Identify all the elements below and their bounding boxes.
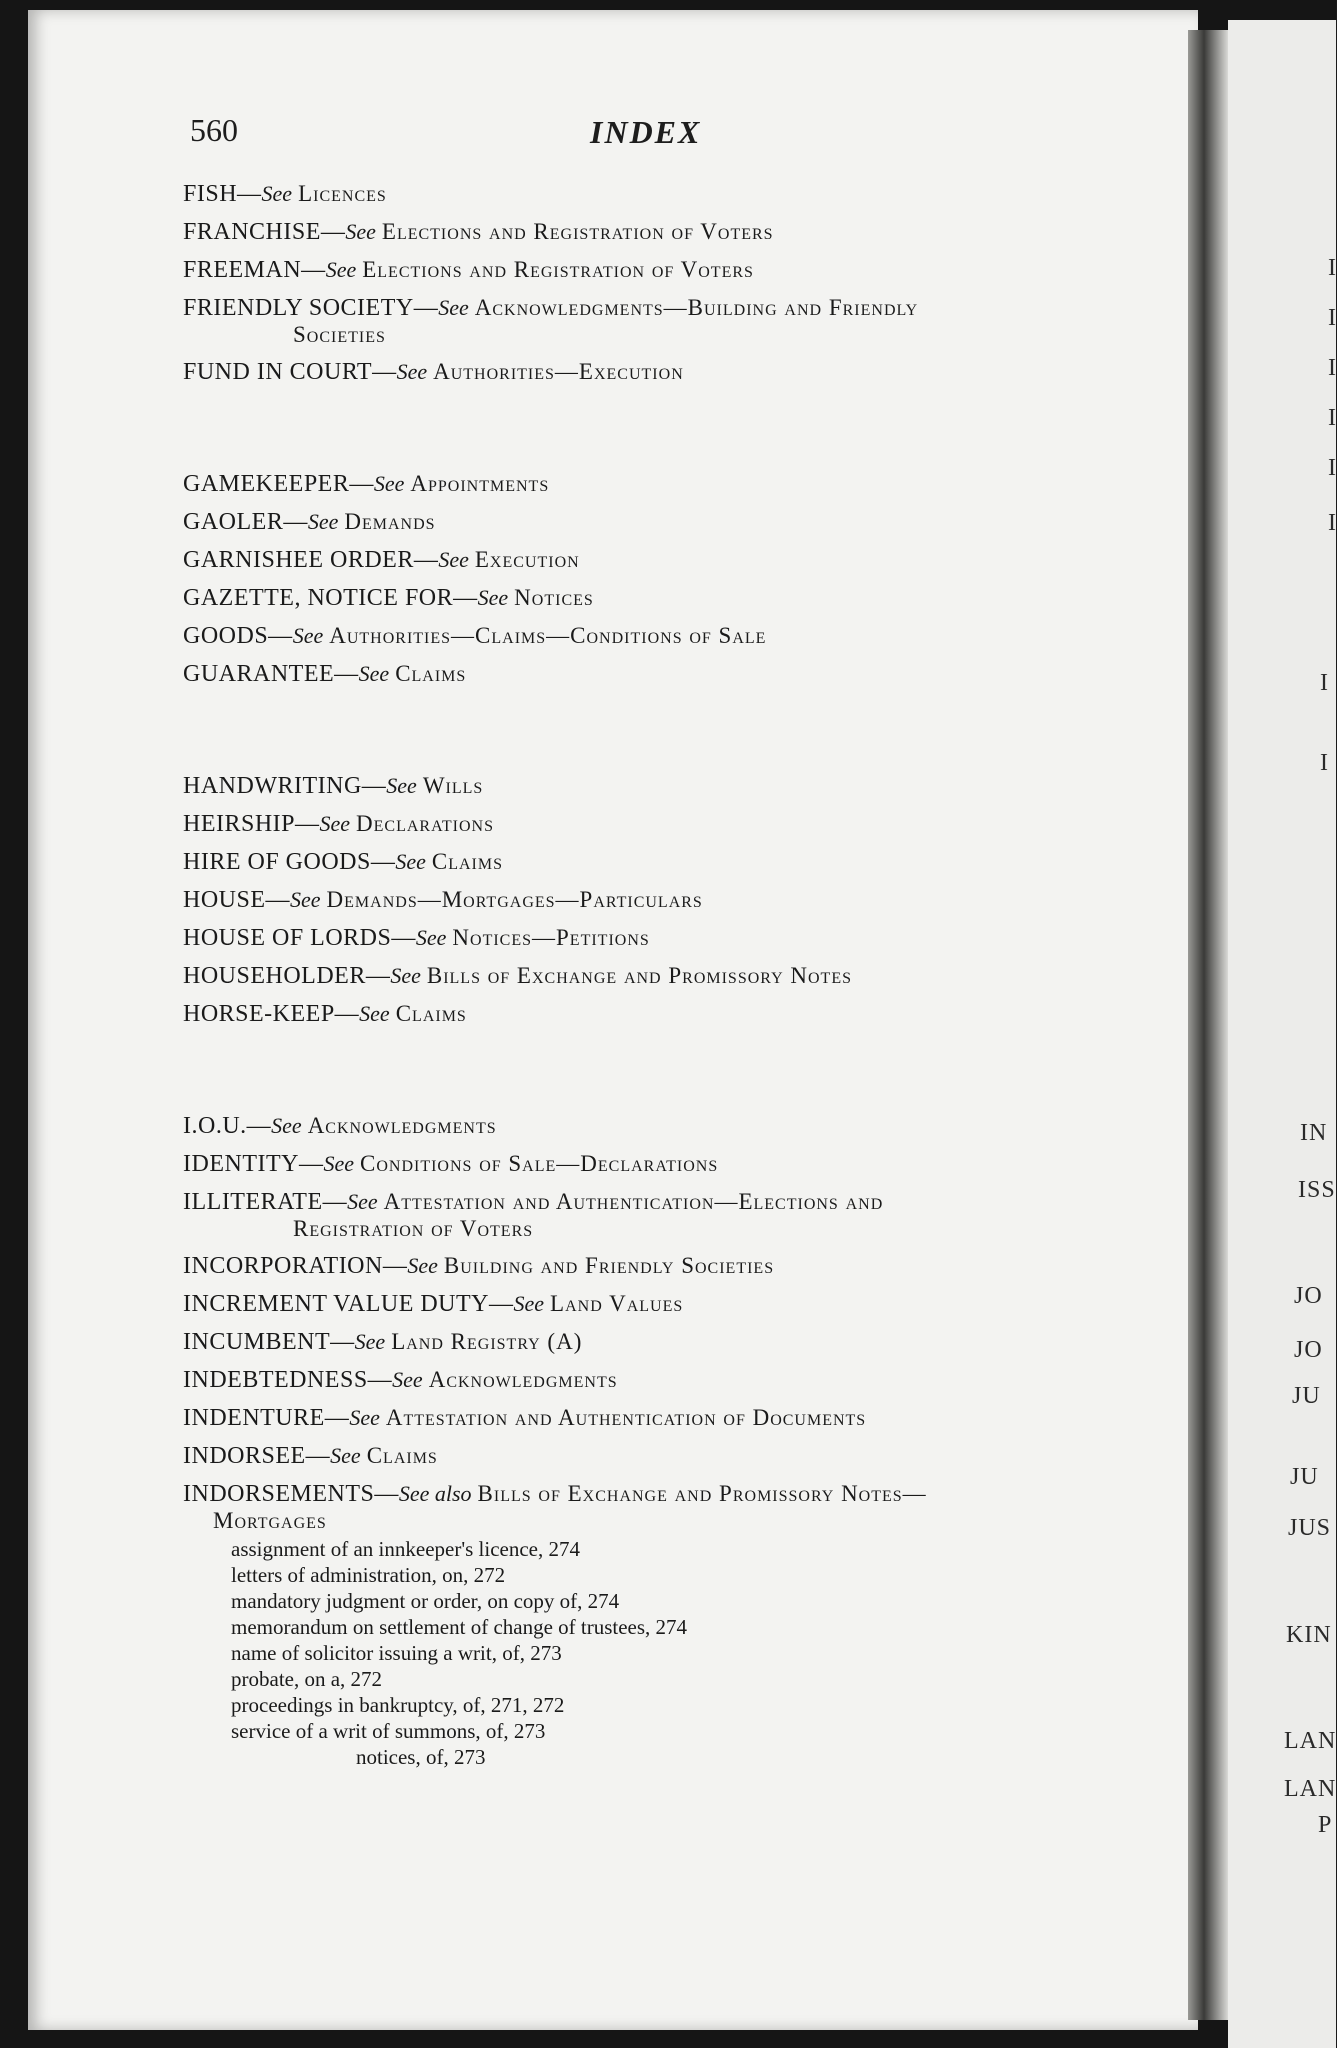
entry-headword: HANDWRITING— [183, 773, 387, 799]
facing-page-fragment: JUS [1288, 1515, 1332, 1541]
see-label: See [290, 887, 321, 912]
entry-references: Declarations [356, 811, 494, 836]
entry-headword: FUND IN COURT— [183, 359, 397, 385]
facing-page-fragment: JO [1294, 1283, 1323, 1309]
entry-headword: FRIENDLY SOCIETY— [183, 295, 439, 321]
see-label: See [347, 1189, 378, 1214]
see-label: See [395, 849, 426, 874]
see-label: See [323, 1151, 354, 1176]
index-entry [183, 886, 1123, 914]
entry-references: Building and Friendly Societies [443, 1253, 775, 1278]
index-entry [183, 772, 1123, 800]
entry-headword: HEIRSHIP— [183, 811, 320, 837]
index-entry [183, 358, 1123, 386]
page-header [190, 112, 1090, 156]
index-section-g [183, 470, 1123, 688]
index-entry [183, 924, 1123, 952]
see-label: See [438, 295, 469, 320]
index-section-h [183, 772, 1123, 1028]
see-label: See [261, 181, 293, 206]
facing-page-fragment: JU [1290, 1464, 1319, 1490]
see-label: See [390, 963, 421, 988]
see-label: See [438, 547, 469, 572]
entry-headword: HOUSE— [183, 887, 291, 913]
subentry: memorandum on settlement of change of trustees, 274 [231, 1615, 688, 1639]
subentry: mandatory judgment or order, on copy of, 274 [231, 1589, 620, 1613]
entry-references: Attestation and Authentication of Documents [385, 1405, 867, 1430]
entry-references: Acknowledgments—Building and Friendly [474, 295, 919, 320]
index-entry [183, 1000, 1123, 1028]
entry-references: Notices [514, 585, 594, 610]
entry-headword: INDENTURE— [183, 1405, 350, 1431]
facing-page-fragment: P [1318, 1812, 1333, 1838]
subentry: service of a writ of summons, of, 273 [231, 1719, 546, 1743]
index-entry [183, 1252, 1123, 1280]
index-entry [183, 1328, 1123, 1356]
entry-headword: GAOLER— [183, 509, 308, 535]
see-label: See [325, 257, 357, 282]
entry-references: Wills [422, 773, 484, 798]
see-label: See [359, 1001, 390, 1026]
index-entry [183, 962, 1123, 990]
entry-headword: FREEMAN— [183, 257, 326, 283]
see-label: See [345, 219, 376, 244]
facing-page-fragment: KIN [1286, 1622, 1332, 1648]
index-entry [183, 584, 1123, 612]
entry-references: Land Registry (A) [391, 1329, 583, 1354]
facing-page-fragment: LAN [1284, 1728, 1337, 1754]
facing-page-fragment: JO [1294, 1337, 1323, 1363]
index-entry [183, 256, 1123, 284]
see-label: See [386, 773, 417, 798]
entry-references: Claims [395, 661, 467, 686]
see-label: See also [398, 1481, 472, 1506]
entry-references: Elections and Registration of Voters [362, 257, 754, 282]
page-title: INDEX [590, 114, 702, 150]
see-label: See [477, 585, 509, 610]
entry-references: Acknowledgments [428, 1367, 618, 1392]
subentry: proceedings in bankruptcy, of, 271, 272 [231, 1693, 565, 1717]
entry-headword: GAZETTE, NOTICE FOR— [183, 585, 478, 611]
entry-continuation: Mortgages [213, 1508, 327, 1533]
facing-page-fragment: I [1320, 750, 1329, 776]
index-entry [183, 622, 1123, 650]
entry-references: Attestation and Authentication—Elections and [383, 1189, 884, 1214]
entry-references: Elections and Registration of Voters [381, 219, 774, 244]
entry-references: Land Values [550, 1291, 684, 1316]
subentry: letters of administration, on, 272 [231, 1563, 506, 1587]
see-label: See [513, 1291, 545, 1316]
entry-headword: ILLITERATE— [183, 1189, 348, 1215]
index-entry [183, 1404, 1123, 1432]
see-label: See [396, 359, 428, 384]
facing-page-fragment: I [1320, 670, 1329, 696]
index-section-f [183, 180, 1123, 386]
facing-page-fragment: I [1328, 255, 1337, 281]
entry-references: Demands—Mortgages—Particulars [326, 887, 703, 912]
see-label: See [271, 1113, 302, 1138]
entry-references: Appointments [410, 471, 550, 496]
index-entries [183, 180, 1123, 1770]
index-entry [183, 1366, 1123, 1394]
entry-headword: INDORSEMENTS— [183, 1481, 399, 1507]
page-number: 560 [190, 112, 238, 148]
index-entry [183, 848, 1123, 876]
entry-headword: IDENTITY— [183, 1151, 324, 1177]
facing-page-fragment: JU [1292, 1383, 1321, 1409]
index-entry [183, 546, 1123, 574]
facing-page-fragment: ISS [1298, 1177, 1336, 1203]
entry-headword: HIRE OF GOODS— [183, 849, 396, 875]
subsubentry: notices, of, 273 [356, 1745, 486, 1769]
entry-references: Demands [344, 509, 436, 534]
entry-headword: FISH— [183, 181, 262, 207]
index-entry [183, 508, 1123, 536]
see-label: See [319, 811, 351, 836]
index-section-i [183, 1112, 1123, 1770]
see-label: See [354, 1329, 386, 1354]
entry-references: Notices—Petitions [452, 925, 650, 950]
entry-references: Acknowledgments [307, 1113, 497, 1138]
facing-page-fragment: I [1328, 355, 1337, 381]
entry-headword: INCREMENT VALUE DUTY— [183, 1291, 514, 1317]
entry-continuation: Registration of Voters [293, 1216, 534, 1241]
entry-headword: INCUMBENT— [183, 1329, 355, 1355]
entry-headword: GARNISHEE ORDER— [183, 547, 439, 573]
index-entry [183, 810, 1123, 838]
index-entry [183, 218, 1123, 246]
index-entry [183, 1290, 1123, 1318]
entry-references: Conditions of Sale—Declarations [360, 1151, 719, 1176]
see-label: See [373, 471, 405, 496]
facing-page-fragment: I [1328, 405, 1337, 431]
index-entry [183, 1480, 1123, 1534]
entry-references: Licences [298, 181, 387, 206]
index-entry [183, 1150, 1123, 1178]
see-label: See [358, 661, 390, 686]
entry-references: Authorities—Claims—Conditions of Sale [329, 623, 767, 648]
entry-headword: GAMEKEEPER— [183, 471, 374, 497]
entry-headword: HOUSE OF LORDS— [183, 925, 416, 951]
entry-headword: HOUSEHOLDER— [183, 963, 391, 989]
entry-references: Claims [395, 1001, 467, 1026]
see-label: See [392, 1367, 423, 1392]
entry-headword: I.O.U.— [183, 1113, 272, 1139]
see-label: See [292, 623, 324, 648]
subentry: probate, on a, 272 [231, 1667, 383, 1691]
index-entry [183, 1188, 1123, 1242]
entry-headword: HORSE-KEEP— [183, 1001, 360, 1027]
index-entry [183, 294, 1123, 348]
facing-page-fragment: I [1328, 510, 1337, 536]
entry-references: Claims [431, 849, 504, 874]
entry-references: Bills of Exchange and Promissory Notes [426, 963, 852, 988]
entry-references: Execution [474, 547, 580, 572]
see-label: See [330, 1443, 361, 1468]
entry-references: Claims [366, 1443, 438, 1468]
subentry: name of solicitor issuing a writ, of, 273 [231, 1641, 562, 1665]
index-entry [183, 1442, 1123, 1470]
subentry: assignment of an innkeeper's licence, 274 [231, 1537, 581, 1561]
see-label: See [415, 925, 447, 950]
index-entry [183, 180, 1123, 208]
subentry-list [183, 1536, 1123, 1770]
see-label: See [349, 1405, 380, 1430]
book-gutter [1188, 30, 1228, 2020]
index-entry [183, 1112, 1123, 1140]
entry-references: Bills of Exchange and Promissory Notes— [477, 1481, 927, 1506]
index-entry [183, 470, 1123, 498]
entry-headword: INDORSEE— [183, 1443, 331, 1469]
entry-headword: FRANCHISE— [183, 219, 346, 245]
facing-page-fragment: I [1328, 305, 1337, 331]
entry-references: Authorities—Execution [433, 359, 684, 384]
entry-headword: GOODS— [183, 623, 293, 649]
index-entry [183, 660, 1123, 688]
facing-page-fragment: IN [1300, 1120, 1328, 1146]
entry-headword: GUARANTEE— [183, 661, 359, 687]
facing-page-fragment: I [1328, 455, 1337, 481]
entry-headword: INDEBTEDNESS— [183, 1367, 393, 1393]
entry-headword: INCORPORATION— [183, 1253, 408, 1279]
entry-continuation: Societies [293, 322, 386, 347]
facing-page-fragment: LAN [1284, 1776, 1337, 1802]
see-label: See [307, 509, 339, 534]
see-label: See [407, 1253, 438, 1278]
